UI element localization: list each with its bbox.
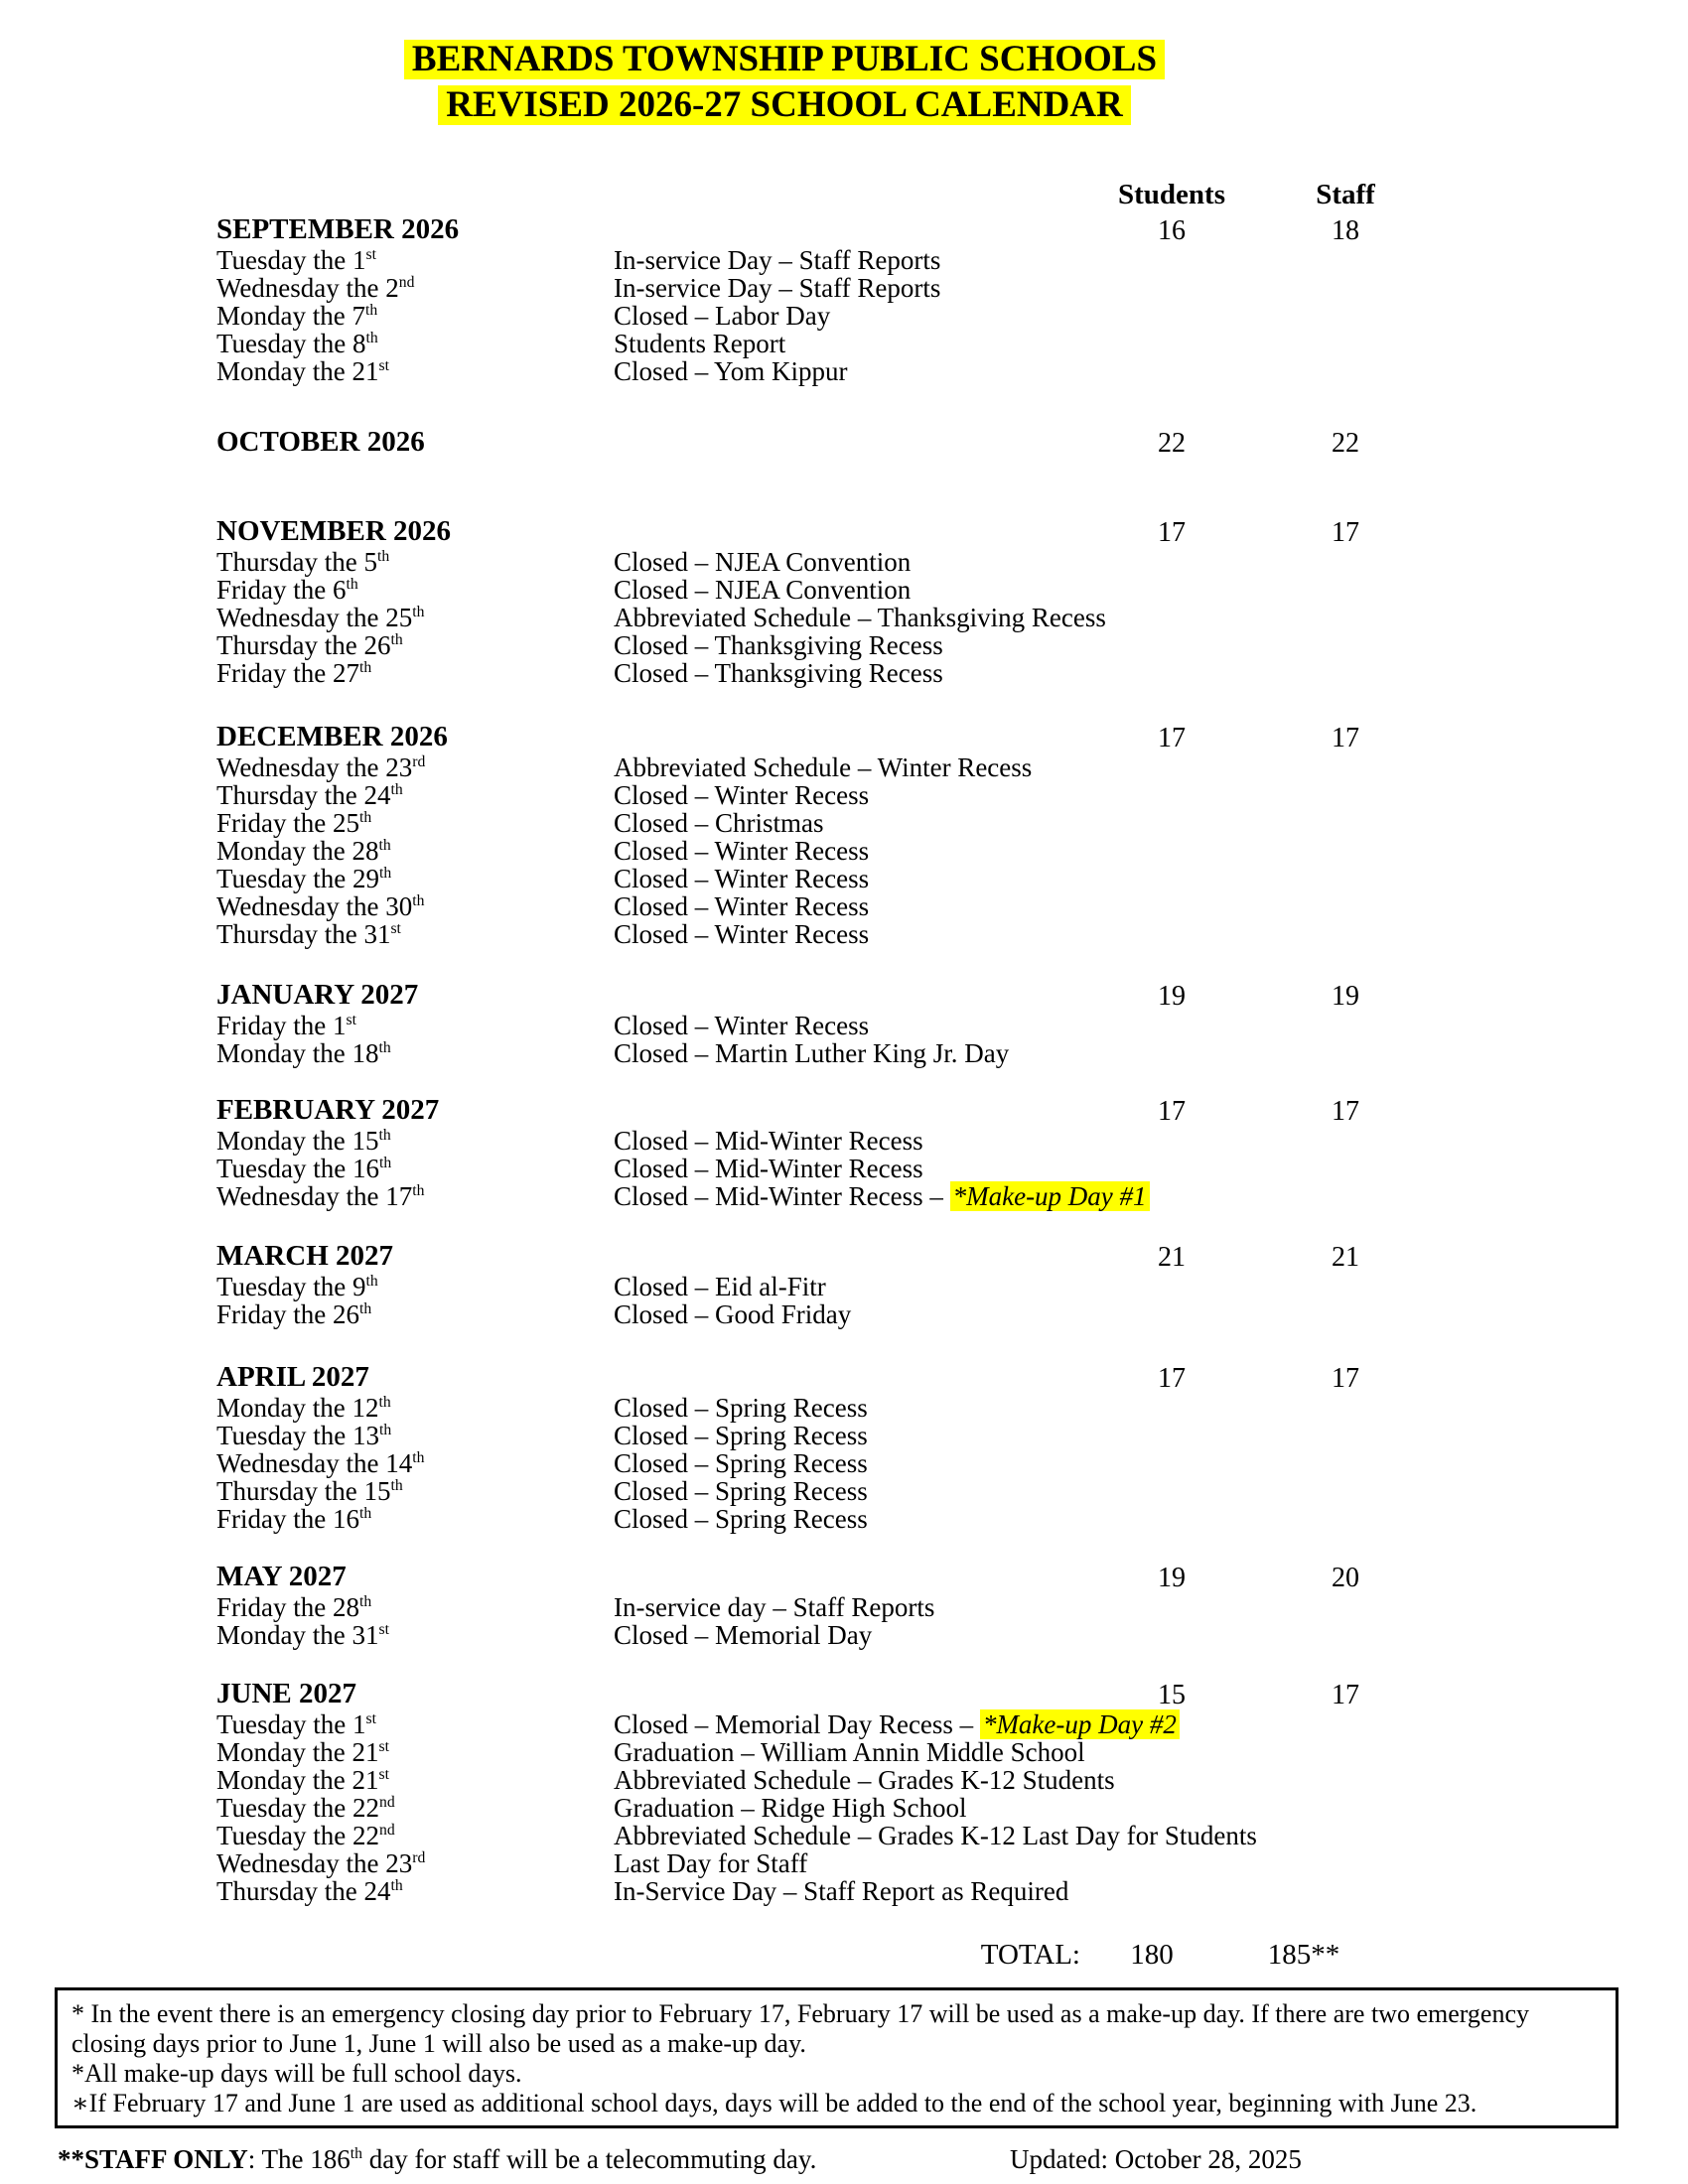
staff-only-note: **STAFF ONLY: The 186th day for staff will be a telecommuting day.: [58, 2144, 817, 2174]
ordinal-suffix: st: [346, 1012, 356, 1028]
ordinal-suffix: th: [379, 1155, 392, 1171]
footnote-line-1: * In the event there is an emergency closing day prior to February 17, February 17 will be used as a make-up day. If there are two emergency closing days prior to June 1, June 1 will also be used as a make-up day.: [71, 1999, 1530, 2058]
month-section: [216, 1362, 1688, 1533]
calendar-event-row: [216, 1877, 1688, 1905]
month-heading-row: [216, 1679, 1688, 1708]
month-name: DECEMBER 2026: [216, 721, 448, 752]
document-title-line2: REVISED 2026-27 SCHOOL CALENDAR: [438, 85, 1131, 125]
staff-only-label: **STAFF ONLY: [58, 2144, 248, 2174]
ordinal-suffix: th: [412, 1449, 425, 1466]
ordinal-suffix: th: [365, 330, 378, 346]
month-name: OCTOBER 2026: [216, 426, 425, 458]
event-description: Closed – Winter Recess: [614, 836, 870, 866]
calendar-event-row: [216, 1012, 1688, 1039]
footnote-box: [55, 1987, 1618, 2128]
month-name: MAY 2027: [216, 1561, 347, 1592]
calendar-event-row: [216, 1849, 1688, 1877]
event-description: In-service Day – Staff Reports: [614, 273, 941, 303]
month-staff-count: 18: [1332, 215, 1359, 246]
event-description: Closed – NJEA Convention: [614, 547, 912, 577]
calendar-event-row: [216, 548, 1688, 576]
month-events: [216, 1127, 1688, 1210]
month-section: [216, 214, 1688, 385]
event-date: Monday the 15th: [216, 1126, 391, 1156]
ordinal-suffix: th: [412, 604, 425, 620]
event-description: Closed – Winter Recess: [614, 864, 870, 893]
calendar-event-row: [216, 892, 1688, 920]
event-description: Closed – Christmas: [614, 808, 824, 838]
column-header-row: [216, 179, 1688, 208]
event-description: Graduation – Ridge High School: [614, 1793, 967, 1823]
event-date: Monday the 28th: [216, 836, 391, 866]
ordinal-suffix: th: [346, 576, 358, 593]
event-description: Closed – Mid-Winter Recess: [614, 1154, 923, 1183]
event-date: Tuesday the 22nd: [216, 1793, 395, 1823]
calendar-event-row: [216, 1273, 1688, 1300]
ordinal-suffix: st: [365, 246, 376, 263]
event-date: Tuesday the 1st: [216, 245, 376, 275]
month-events: [216, 1273, 1688, 1328]
event-description: Abbreviated Schedule – Grades K-12 Last Day for Students: [614, 1821, 1257, 1850]
calendar-event-row: [216, 837, 1688, 865]
calendar-event-row: [216, 302, 1688, 330]
event-description: Closed – Memorial Day Recess – *Make-up Day #2: [614, 1710, 1688, 1738]
calendar-event-row: [216, 330, 1688, 357]
month-students-count: 22: [1158, 428, 1186, 459]
month-staff-count: 17: [1332, 723, 1359, 753]
event-date: Tuesday the 9th: [216, 1272, 378, 1301]
event-description: In-service Day – Staff Reports: [614, 245, 941, 275]
event-date: Tuesday the 8th: [216, 329, 378, 358]
month-students-count: 21: [1158, 1242, 1186, 1273]
ordinal-suffix: th: [358, 659, 372, 676]
event-description: Closed – Winter Recess: [614, 891, 870, 921]
event-date: Wednesday the 14th: [216, 1448, 425, 1478]
ordinal-suffix: th: [379, 865, 392, 882]
document-title: [0, 0, 1569, 131]
event-description: Closed – Spring Recess: [614, 1448, 868, 1478]
event-date: Thursday the 5th: [216, 547, 390, 577]
calendar-content: [0, 179, 1688, 2174]
month-students-count: 17: [1158, 1363, 1186, 1394]
event-date: Monday the 21st: [216, 1737, 389, 1767]
ordinal-suffix: th: [358, 1593, 372, 1610]
event-date: Tuesday the 16th: [216, 1154, 392, 1183]
month-heading-row: [216, 1562, 1688, 1591]
document-title-line1: BERNARDS TOWNSHIP PUBLIC SCHOOLS: [404, 40, 1165, 79]
event-description: Last Day for Staff: [614, 1848, 808, 1878]
calendar-event-row: [216, 1794, 1688, 1822]
event-description: Closed – Thanksgiving Recess: [614, 630, 943, 660]
event-description: Closed – Winter Recess: [614, 780, 870, 810]
month-events: [216, 753, 1688, 948]
month-staff-count: 17: [1332, 517, 1359, 548]
month-staff-count: 22: [1332, 428, 1359, 459]
month-heading-row: [216, 1241, 1688, 1271]
month-section: [216, 1562, 1688, 1649]
event-description: Closed – Spring Recess: [614, 1504, 868, 1534]
ordinal-suffix: th: [376, 548, 390, 565]
event-date: Monday the 7th: [216, 301, 378, 331]
footnote-line-3: ∗If February 17 and June 1 are used as additional school days, days will be added to the end of the school year, beginning with June 23.: [71, 2089, 1477, 2117]
month-staff-count: 20: [1332, 1563, 1359, 1593]
calendar-event-row: [216, 865, 1688, 892]
event-date: Thursday the 24th: [216, 1876, 403, 1906]
month-staff-count: 17: [1332, 1363, 1359, 1394]
ordinal-suffix: th: [358, 809, 372, 826]
ordinal-suffix: th: [378, 1394, 391, 1411]
month-list: [216, 214, 1688, 1905]
event-description: Closed – Spring Recess: [614, 1393, 868, 1423]
month-heading-row: [216, 427, 1688, 457]
event-date: Tuesday the 22nd: [216, 1821, 395, 1850]
makeup-day-highlight: *Make-up Day #1: [950, 1181, 1150, 1211]
event-description: Closed – Mid-Winter Recess: [614, 1126, 923, 1156]
month-events: [216, 1593, 1688, 1649]
month-heading-row: [216, 1095, 1688, 1125]
calendar-event-row: [216, 357, 1688, 385]
month-heading-row: [216, 722, 1688, 751]
calendar-event-row: [216, 1394, 1688, 1422]
event-date: Monday the 21st: [216, 356, 389, 386]
ordinal-suffix: st: [390, 920, 401, 937]
event-description: Closed – Yom Kippur: [614, 356, 848, 386]
month-staff-count: 17: [1332, 1680, 1359, 1710]
event-date: Monday the 31st: [216, 1620, 389, 1650]
calendar-event-row: [216, 753, 1688, 781]
total-staff-value: 185**: [1267, 1939, 1340, 1971]
event-description: Graduation – William Annin Middle School: [614, 1737, 1085, 1767]
calendar-event-row: [216, 1621, 1688, 1649]
event-date: Friday the 6th: [216, 575, 358, 605]
ordinal-suffix: st: [378, 1621, 389, 1638]
month-section: [216, 980, 1688, 1067]
ordinal-suffix: nd: [379, 1794, 395, 1811]
event-description: In-Service Day – Staff Report as Required: [614, 1876, 1069, 1906]
month-section: [216, 722, 1688, 948]
event-date: Wednesday the 30th: [216, 891, 425, 921]
event-date: Tuesday the 1st: [216, 1709, 376, 1739]
event-description: Closed – Good Friday: [614, 1299, 852, 1329]
event-description: Abbreviated Schedule – Grades K-12 Students: [614, 1765, 1115, 1795]
total-students-value: 180: [1130, 1939, 1174, 1971]
month-name: JUNE 2027: [216, 1678, 356, 1709]
calendar-event-row: [216, 920, 1688, 948]
month-name: MARCH 2027: [216, 1240, 394, 1272]
calendar-event-row: [216, 1449, 1688, 1477]
calendar-event-row: [216, 1738, 1688, 1766]
month-events: [216, 548, 1688, 687]
event-date: Monday the 12th: [216, 1393, 391, 1423]
month-name: APRIL 2027: [216, 1361, 369, 1393]
month-staff-count: 17: [1332, 1096, 1359, 1127]
month-events: [216, 1394, 1688, 1533]
students-column-header: Students: [1118, 179, 1225, 210]
calendar-event-row: [216, 631, 1688, 659]
event-description: Closed – Spring Recess: [614, 1421, 868, 1450]
month-students-count: 17: [1158, 723, 1186, 753]
month-section: [216, 516, 1688, 687]
footnote-line-2: *All make-up days will be full school days.: [71, 2059, 522, 2088]
calendar-event-row: [216, 659, 1688, 687]
ordinal-suffix: th: [379, 1422, 392, 1438]
ordinal-suffix: th: [378, 837, 391, 854]
calendar-event-row: [216, 576, 1688, 604]
event-date: Wednesday the 23rd: [216, 752, 426, 782]
calendar-event-row: [216, 1710, 1688, 1738]
month-section: [216, 427, 1688, 457]
ordinal-suffix: st: [365, 1710, 376, 1727]
month-students-count: 19: [1158, 1563, 1186, 1593]
ordinal-suffix: nd: [398, 274, 415, 291]
event-date: Monday the 21st: [216, 1765, 389, 1795]
event-date: Wednesday the 23rd: [216, 1848, 426, 1878]
calendar-event-row: [216, 604, 1688, 631]
updated-date: Updated: October 28, 2025: [1010, 2144, 1302, 2174]
month-students-count: 16: [1158, 215, 1186, 246]
total-row: [216, 1939, 1688, 1969]
calendar-event-row: [216, 274, 1688, 302]
month-name: JANUARY 2027: [216, 979, 419, 1011]
event-description: Closed – Thanksgiving Recess: [614, 658, 943, 688]
event-description: Closed – Winter Recess: [614, 919, 870, 949]
ordinal-suffix: th: [378, 1127, 391, 1144]
calendar-event-row: [216, 246, 1688, 274]
month-section: [216, 1095, 1688, 1210]
calendar-event-row: [216, 781, 1688, 809]
event-date: Friday the 1st: [216, 1011, 356, 1040]
month-students-count: 19: [1158, 981, 1186, 1012]
event-date: Monday the 18th: [216, 1038, 391, 1068]
event-date: Friday the 25th: [216, 808, 372, 838]
ordinal-suffix: th: [412, 1182, 425, 1199]
calendar-event-row: [216, 1422, 1688, 1449]
month-section: [216, 1679, 1688, 1905]
month-events: [216, 1710, 1688, 1905]
ordinal-suffix: th: [358, 1300, 372, 1317]
calendar-event-row: [216, 1155, 1688, 1182]
event-description: Closed – Labor Day: [614, 301, 831, 331]
event-date: Wednesday the 2nd: [216, 273, 415, 303]
month-heading-row: [216, 1362, 1688, 1392]
event-description: Abbreviated Schedule – Thanksgiving Recess: [614, 603, 1106, 632]
event-description: Closed – Mid-Winter Recess – *Make-up Day #1: [614, 1182, 1688, 1210]
event-description: Closed – Martin Luther King Jr. Day: [614, 1038, 1010, 1068]
event-date: Wednesday the 25th: [216, 603, 425, 632]
event-date: Thursday the 26th: [216, 630, 403, 660]
event-description: Abbreviated Schedule – Winter Recess: [614, 752, 1033, 782]
ordinal-suffix: th: [365, 1273, 378, 1290]
ordinal-suffix: th: [364, 302, 378, 319]
event-date: Thursday the 24th: [216, 780, 403, 810]
ordinal-suffix: th: [358, 1505, 372, 1522]
event-description: Closed – Spring Recess: [614, 1476, 868, 1506]
month-students-count: 17: [1158, 1096, 1186, 1127]
calendar-event-row: [216, 1593, 1688, 1621]
month-staff-count: 19: [1332, 981, 1359, 1012]
ordinal-suffix: th: [390, 781, 403, 798]
event-date: Thursday the 15th: [216, 1476, 403, 1506]
event-description: Students Report: [614, 329, 786, 358]
month-heading-row: [216, 214, 1688, 244]
event-description: Closed – Memorial Day: [614, 1620, 873, 1650]
ordinal-suffix: st: [378, 1738, 389, 1755]
event-date: Friday the 28th: [216, 1592, 372, 1622]
event-description: Closed – Eid al-Fitr: [614, 1272, 826, 1301]
footer-line: [58, 2144, 1688, 2174]
event-date: Thursday the 31st: [216, 919, 401, 949]
ordinal-suffix: th: [412, 892, 425, 909]
ordinal-suffix: th: [390, 1877, 403, 1894]
month-name: FEBRUARY 2027: [216, 1094, 440, 1126]
month-students-count: 15: [1158, 1680, 1186, 1710]
event-date: Wednesday the 17th: [216, 1181, 425, 1211]
event-description: In-service day – Staff Reports: [614, 1592, 935, 1622]
total-label: TOTAL:: [980, 1939, 1080, 1971]
month-heading-row: [216, 980, 1688, 1010]
calendar-event-row: [216, 1127, 1688, 1155]
ordinal-suffix: th: [390, 631, 403, 648]
event-date: Friday the 27th: [216, 658, 372, 688]
month-name: SEPTEMBER 2026: [216, 213, 460, 245]
calendar-event-row: [216, 1477, 1688, 1505]
event-date: Tuesday the 13th: [216, 1421, 392, 1450]
ordinal-suffix: rd: [412, 753, 426, 770]
staff-column-header: Staff: [1316, 179, 1375, 210]
month-name: NOVEMBER 2026: [216, 515, 452, 547]
calendar-event-row: [216, 1182, 1688, 1210]
ordinal-suffix: st: [378, 1766, 389, 1783]
calendar-event-row: [216, 1766, 1688, 1794]
month-heading-row: [216, 516, 1688, 546]
calendar-event-row: [216, 1822, 1688, 1849]
month-events: [216, 246, 1688, 385]
ordinal-suffix: th: [390, 1477, 403, 1494]
ordinal-suffix: nd: [379, 1822, 395, 1839]
month-staff-count: 21: [1332, 1242, 1359, 1273]
event-date: Friday the 16th: [216, 1504, 372, 1534]
event-description: Closed – NJEA Convention: [614, 575, 912, 605]
calendar-event-row: [216, 1505, 1688, 1533]
event-date: Friday the 26th: [216, 1299, 372, 1329]
ordinal-suffix: st: [378, 357, 389, 374]
calendar-event-row: [216, 1039, 1688, 1067]
ordinal-suffix: rd: [412, 1849, 426, 1866]
month-students-count: 17: [1158, 517, 1186, 548]
makeup-day-highlight: *Make-up Day #2: [980, 1709, 1180, 1739]
event-date: Tuesday the 29th: [216, 864, 392, 893]
ordinal-suffix: th: [378, 1039, 391, 1056]
calendar-event-row: [216, 809, 1688, 837]
month-section: [216, 1241, 1688, 1328]
calendar-event-row: [216, 1300, 1688, 1328]
month-events: [216, 1012, 1688, 1067]
event-description: Closed – Winter Recess: [614, 1011, 870, 1040]
